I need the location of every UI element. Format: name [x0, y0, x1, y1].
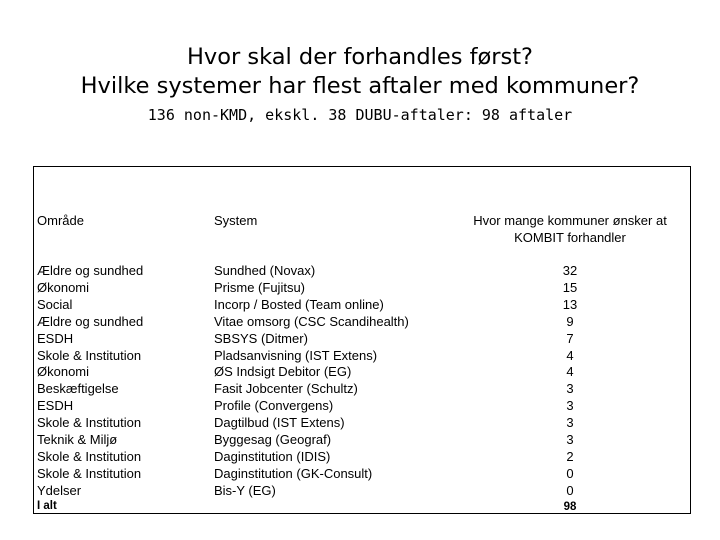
cell-count: 0	[566, 466, 574, 481]
cell-count: 13	[562, 297, 578, 312]
cell-area: Skole & Institution	[37, 449, 142, 464]
table-row	[0, 397, 720, 414]
cell-count: 2	[566, 449, 574, 464]
cell-system: Byggesag (Geograf)	[214, 432, 332, 447]
page-title-line-1: Hvor skal der forhandles først?	[186, 44, 533, 70]
cell-area: Skole & Institution	[37, 415, 142, 430]
cell-count: 3	[566, 398, 574, 413]
table-row	[0, 414, 720, 431]
cell-count: 9	[566, 314, 574, 329]
page-title-line-2: Hvilke systemer har flest aftaler med kommuner?	[80, 73, 640, 99]
cell-count: 7	[566, 331, 574, 346]
cell-system: Incorp / Bosted (Team online)	[214, 297, 384, 312]
cell-count: 0	[566, 483, 574, 498]
cell-area: Skole & Institution	[37, 466, 142, 481]
cell-system: SBSYS (Ditmer)	[214, 331, 308, 346]
table-row	[0, 313, 720, 330]
cell-count: 4	[566, 364, 574, 379]
cell-system: Dagtilbud (IST Extens)	[214, 415, 345, 430]
cell-area: ESDH	[37, 398, 74, 413]
cell-count: 32	[562, 263, 578, 278]
table-row	[0, 380, 720, 397]
page-subtitle: 136 non-KMD, ekskl. 38 DUBU-aftaler: 98 aftaler	[147, 106, 573, 124]
cell-system: Prisme (Fujitsu)	[214, 280, 306, 295]
cell-system: Daginstitution (IDIS)	[214, 449, 331, 464]
cell-count: 4	[566, 348, 574, 363]
cell-area: Skole & Institution	[37, 348, 142, 363]
table-row	[0, 482, 720, 499]
cell-area: Økonomi	[37, 280, 90, 295]
table-row	[0, 330, 720, 347]
cell-system: Fasit Jobcenter (Schultz)	[214, 381, 358, 396]
cell-area: Teknik & Miljø	[37, 432, 118, 447]
cell-area: Ældre og sundhed	[37, 263, 144, 278]
table-row	[0, 279, 720, 296]
table-row	[0, 448, 720, 465]
cell-area: ESDH	[37, 331, 74, 346]
cell-count: 3	[566, 432, 574, 447]
cell-area: Økonomi	[37, 364, 90, 379]
table-row	[0, 347, 720, 364]
cell-system: Vitae omsorg (CSC Scandihealth)	[214, 314, 409, 329]
table-row	[0, 262, 720, 279]
cell-area: Ældre og sundhed	[37, 314, 144, 329]
table-row	[0, 363, 720, 380]
cell-area: Ydelser	[37, 483, 82, 498]
cell-count: 3	[566, 415, 574, 430]
total-value: 98	[563, 501, 577, 513]
column-header-count: Hvor mange kommuner ønsker at KOMBIT forhandler	[473, 213, 667, 245]
column-header-system: System	[214, 213, 258, 228]
table-row	[0, 431, 720, 448]
cell-system: Bis-Y (EG)	[214, 483, 276, 498]
cell-count: 15	[562, 280, 578, 295]
cell-count: 3	[566, 381, 574, 396]
total-label: I alt	[37, 500, 57, 512]
table-row	[0, 465, 720, 482]
cell-system: Daginstitution (GK-Consult)	[214, 466, 373, 481]
cell-system: Sundhed (Novax)	[214, 263, 316, 278]
column-header-area: Område	[37, 213, 84, 228]
cell-system: ØS Indsigt Debitor (EG)	[214, 364, 352, 379]
cell-system: Pladsanvisning (IST Extens)	[214, 348, 378, 363]
cell-area: Beskæftigelse	[37, 381, 119, 396]
cell-area: Social	[37, 297, 73, 312]
table-row	[0, 296, 720, 313]
cell-system: Profile (Convergens)	[214, 398, 334, 413]
